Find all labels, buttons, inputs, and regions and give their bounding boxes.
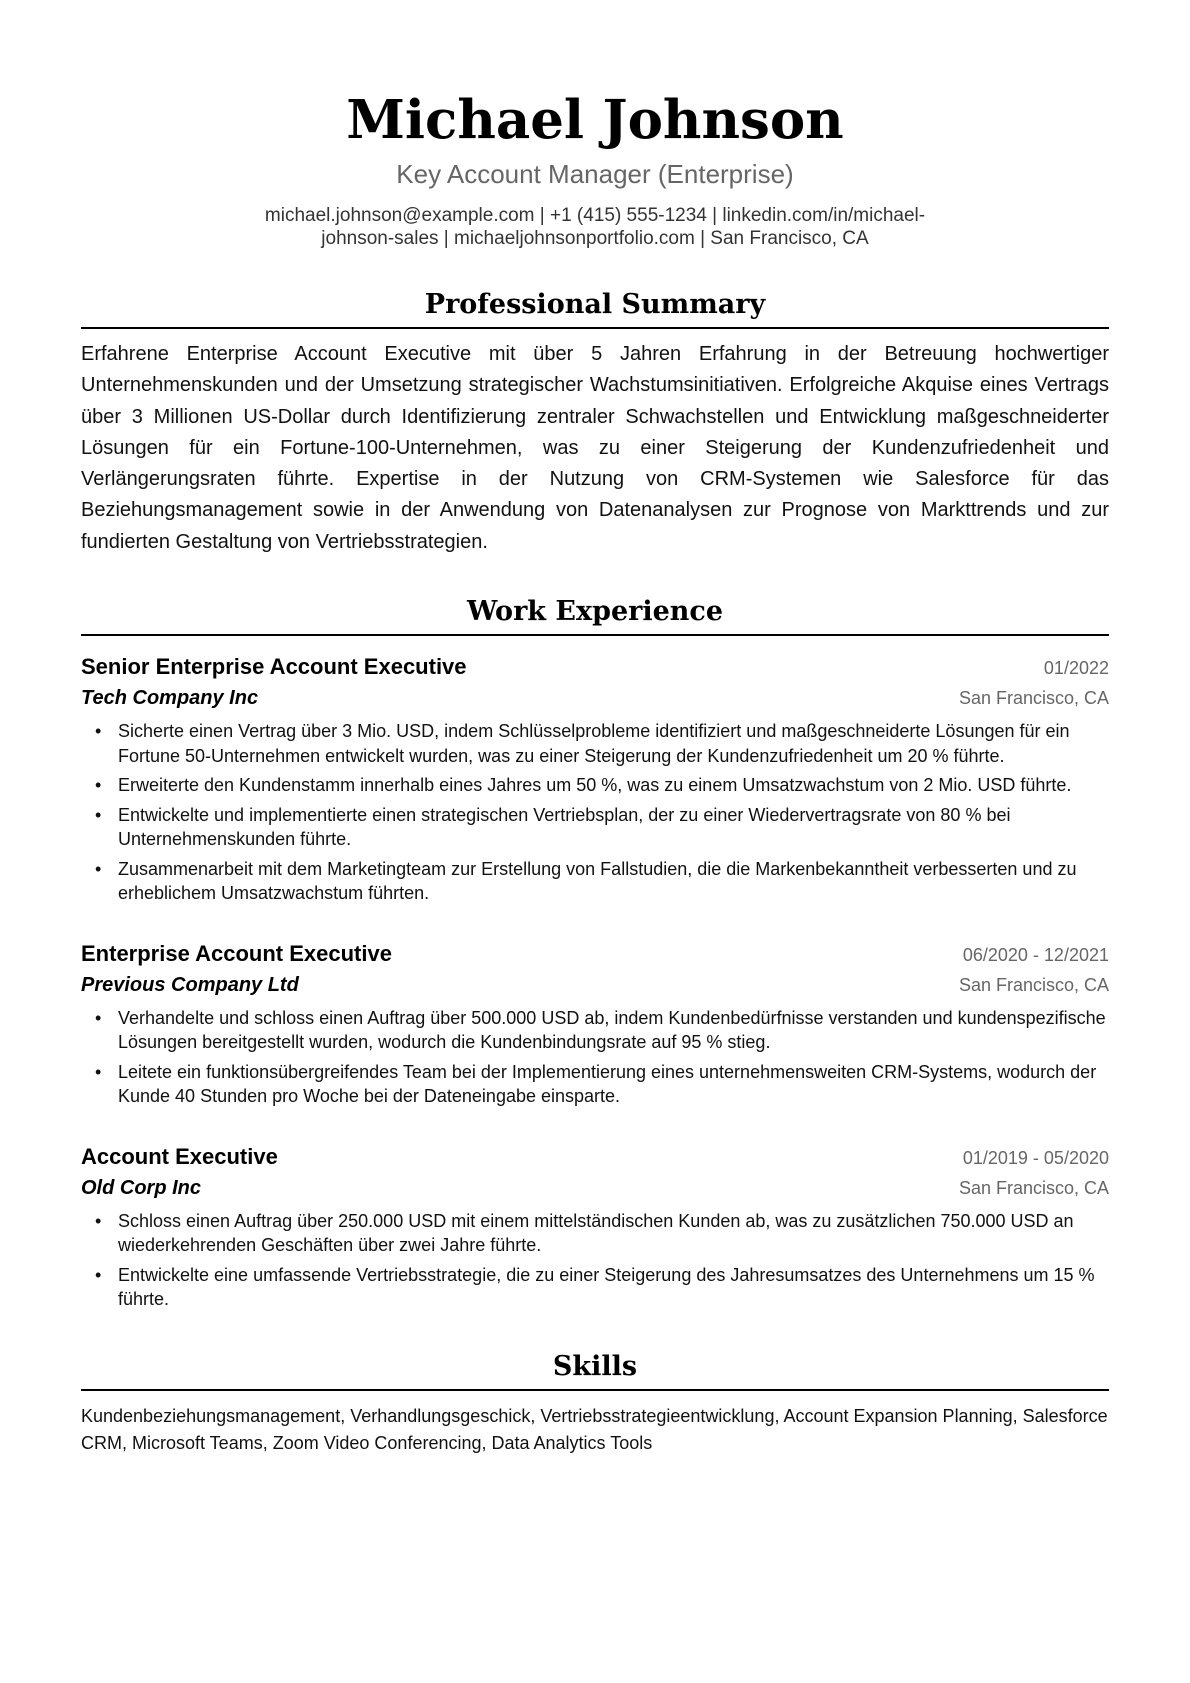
candidate-role: Key Account Manager (Enterprise) (396, 159, 794, 189)
bullet-text: Erweiterte den Kundenstamm innerhalb eines Jahres um 50 %, was zu einem Umsatzwachstum von 2 Mio. USD führte. (118, 775, 1072, 796)
bullet-text: Verhandelte und schloss einen Auftrag über 500.000 USD ab, indem Kundenbedürfnisse verstanden und kundenspezifische Lösungen bereitgestellt wurden, wodurch die Kundenbindungsrate auf 95 % stieg. (118, 1007, 1106, 1053)
job-bullets (81, 719, 1109, 906)
bullet-icon: • (95, 1210, 102, 1231)
job-date: 01/2022 (1043, 658, 1109, 679)
contact-info: michael.johnson@example.com | +1 (415) 555-1234 | linkedin.com/in/michael-johnson-sales | michaeljohnsonportfolio.com | San Francisco, CA (264, 205, 926, 249)
job-location: San Francisco, CA (958, 974, 1109, 995)
bullet-text: Schloss einen Auftrag über 250.000 USD mit einem mittelständischen Kunden ab, was zu zusätzlichen 750.000 USD an wiederkehrenden Geschäften über zwei Jahre führte. (118, 1210, 1074, 1256)
skills-heading: Skills (81, 1350, 1109, 1391)
bullet-item (81, 1209, 1109, 1258)
job-company: Previous Company Ltd (81, 973, 299, 996)
bullet-text: Sicherte einen Vertrag über 3 Mio. USD, indem Schlüsselprobleme identifiziert und maßgeschneiderte Lösungen für ein Fortune 50-Unternehmen entwickelt wurden, was zu einer Steigerung der Kundenzufriedenheit um 20 % führte. (118, 721, 1070, 766)
job-entry (81, 652, 1109, 906)
job-title: Senior Enterprise Account Executive (81, 654, 467, 680)
bullet-icon: • (95, 858, 102, 879)
job-title: Enterprise Account Executive (81, 940, 392, 966)
bullet-text: Leitete ein funktionsübergreifendes Team bei der Implementierung eines unternehmensweiten CRM-Systems, wodurch der Kunde 40 Stunden pro Woche bei der Dateneingabe einsparte. (118, 1061, 1097, 1107)
bullet-icon: • (95, 1264, 102, 1285)
bullet-icon: • (95, 1007, 102, 1028)
job-company: Old Corp Inc (81, 1176, 201, 1199)
candidate-name: Michael Johnson (346, 89, 844, 151)
job-bullets (81, 1209, 1109, 1312)
bullet-icon: • (95, 804, 102, 825)
job-company: Tech Company Inc (81, 687, 259, 710)
bullet-text: Entwickelte und implementierte einen strategischen Vertriebsplan, der zu einer Wiedervertragsrate von 80 % bei Unternehmenskunden führte. (118, 804, 1011, 850)
skills-text: Kundenbeziehungsmanagement, Verhandlungsgeschick, Vertriebsstrategieentwicklung, Account Expansion Planning, Salesforce CRM, Microsoft Teams, Zoom Video Conferencing, Data Analytics Tools (81, 1405, 1108, 1453)
bullet-icon: • (95, 721, 102, 742)
job-location: San Francisco, CA (958, 1177, 1109, 1198)
bullet-item (81, 1263, 1109, 1312)
bullet-text: Entwickelte eine umfassende Vertriebsstrategie, die zu einer Steigerung des Jahresumsatzes des Unternehmens um 15 % führte. (118, 1264, 1095, 1310)
bullet-item (81, 773, 1109, 798)
bullet-item (81, 719, 1109, 768)
experience-section (81, 595, 1109, 1312)
job-date: 01/2019 - 05/2020 (962, 1147, 1109, 1168)
resume-header (81, 0, 1109, 250)
bullet-item (81, 1060, 1109, 1109)
experience-heading: Work Experience (81, 595, 1109, 636)
job-entry (81, 939, 1109, 1109)
bullet-item (81, 1006, 1109, 1055)
job-title: Account Executive (81, 1143, 278, 1169)
job-location: San Francisco, CA (958, 688, 1109, 709)
bullet-text: Zusammenarbeit mit dem Marketingteam zur Erstellung von Fallstudien, die die Markenbekanntheit verbesserten und zu erheblichem Umsatzwachstum führten. (118, 858, 1077, 904)
skills-section (81, 1350, 1109, 1457)
job-bullets (81, 1006, 1109, 1109)
bullet-icon: • (95, 1061, 102, 1082)
job-date: 06/2020 - 12/2021 (962, 944, 1109, 965)
summary-section (81, 288, 1109, 558)
summary-heading: Professional Summary (81, 288, 1109, 329)
summary-text: Erfahrene Enterprise Account Executive mit über 5 Jahren Erfahrung in der Betreuung hochwertiger Unternehmenskunden und der Umsetzung strategischer Wachstumsinitiativen. Erfolgreiche Akquise eines Vertrags über 3 Millionen US-Dollar durch Identifizierung zentraler Schwachstellen und Entwicklung maßgeschneiderter Lösungen für ein Fortune-100-Unternehmen, was zu einer Steigerung der Kundenzufriedenheit und Verlängerungsraten führte. Expertise in der Nutzung von CRM-Systemen wie Salesforce für das Beziehungsmanagement sowie in der Anwendung von Datenanalysen zur Prognose von Markttrends und zur fundierten Gestaltung von Vertriebsstrategien. (81, 343, 1109, 553)
job-entry (81, 1142, 1109, 1312)
bullet-item (81, 857, 1109, 906)
bullet-item (81, 803, 1109, 852)
bullet-icon: • (95, 775, 102, 796)
